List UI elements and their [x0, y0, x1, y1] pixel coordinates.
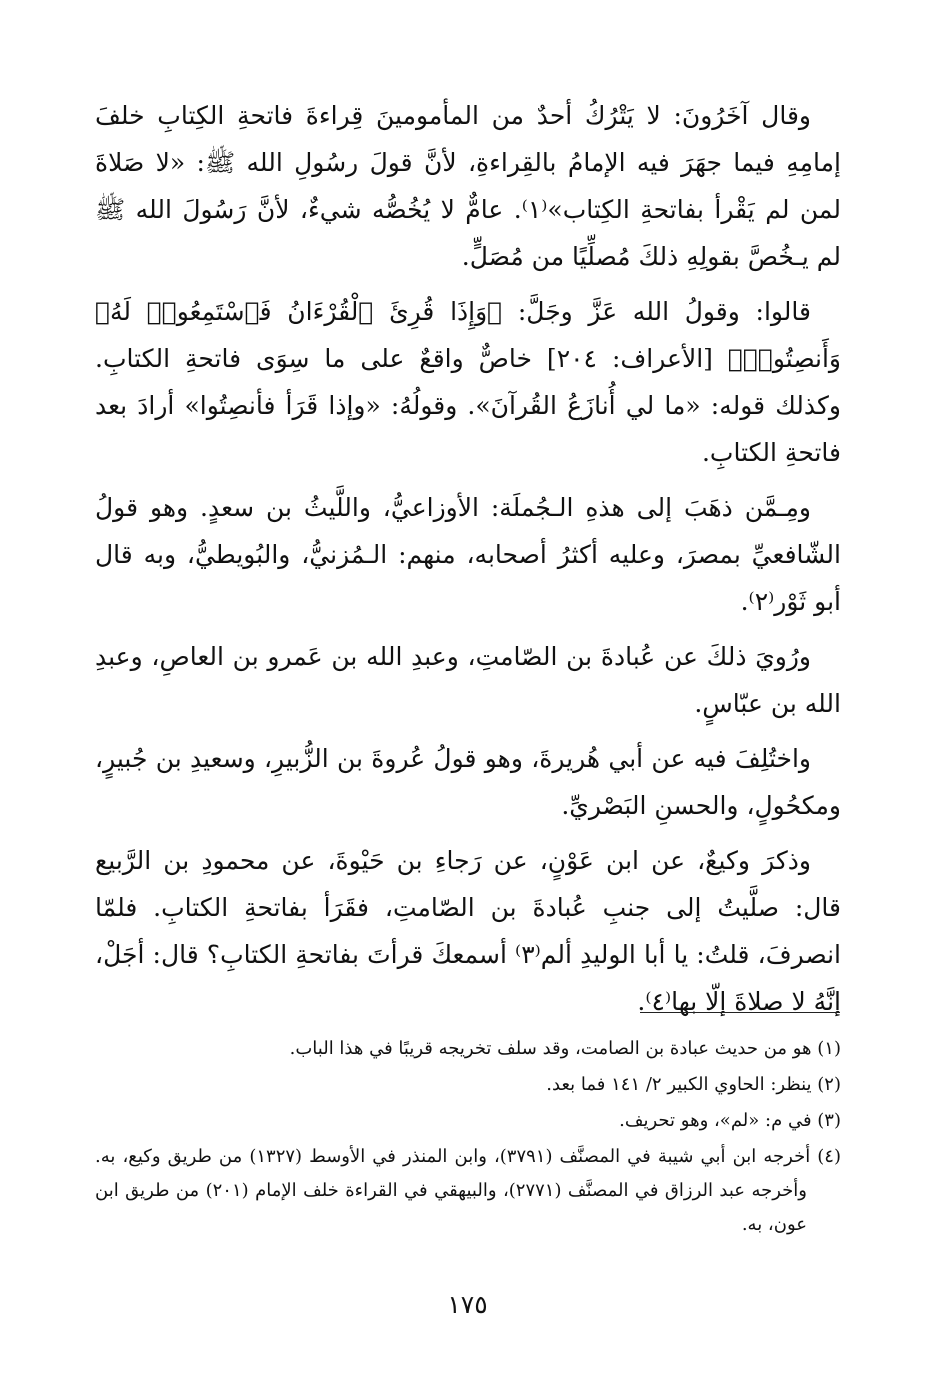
- footnote-4: (٤) أخرجه ابن أبي شيبة في المصنَّف (٣٧٩١)، وابن المنذر في الأوسط (١٣٢٧) من طريق وكيع، به. وأخرجه عبد الرزاق في المصنَّف (٢٧٧١)، والبيهقي في القراءة خلف الإمام (٢٠١) من طريق ابن عون، به.: [95, 1146, 841, 1235]
- main-text: [95, 92, 841, 1025]
- paragraph-2: قالوا: وقولُ الله عَزَّ وجَلَّ: ﴿وَإِذَا قُرِئَ ٱلْقُرْءَانُ فَٱسْتَمِعُوا۟ لَهُۥ وَأَنصِتُوا۟﴾ [الأعراف: ٢٠٤] خاصٌّ واقعٌ على ما سِوَى فاتحةِ الكتابِ. وكذلك قوله: «ما لي أُنازَعُ القُرآنَ». وقولُهُ: «وإذا قَرَأ فأنصِتُوا» أرادَ بعد فاتحةِ الكتابِ.: [95, 297, 842, 467]
- paragraph-3: ومِـمَّن ذهَبَ إلى هذهِ الـجُملَة: الأوزاعيُّ، واللَّيثُ بن سعدٍ. وهو قولُ الشّافعيِّ بمصرَ، وعليه أكثرُ أصحابه، منهم: الـمُزنيُّ، والبُويطيُّ، وبه قال أبو ثَوْر⁽٢⁾.: [95, 493, 841, 616]
- footnote-3: (٣) في م: «لم»، وهو تحريف.: [619, 1110, 841, 1131]
- footnote-1: (١) هو من حديث عبادة بن الصامت، وقد سلف تخريجه قريبًا في هذا الباب.: [289, 1038, 841, 1059]
- paragraph-6: وذكرَ وكيعٌ، عن ابن عَوْنٍ، عن رَجاءِ بن حَيْوةَ، عن محمودِ بن الرَّبيع قال: صلَّيتُ إلى جنبِ عُبادةَ بن الصّامتِ، فقَرَأ بفاتحةِ الكتابِ. فلمّا انصرفَ، قلتُ: يا أبا الوليدِ ألم⁽٣⁾ أسمعكَ قرأتَ بفاتحةِ الكتابِ؟ قال: أجَلْ، إنَّهُ لا صلاةَ إلّا بها⁽٤⁾.: [95, 846, 841, 1016]
- paragraph-4: ورُويَ ذلكَ عن عُبادةَ بن الصّامتِ، وعبدِ الله بن عَمرو بن العاصِ، وعبدِ الله بن عبّاسٍ.: [95, 642, 841, 718]
- paragraph-1: وقال آخَرُونَ: لا يَتْرُكُ أحدٌ من المأمومينَ قِراءةَ فاتحةِ الكِتابِ خلفَ إمامِهِ فيما جهَرَ فيه الإمامُ بالقِراءةِ، لأنَّ قولَ رسُولِ الله ﷺ: «لا صَلاةَ لمن لم يَقْرأ بفاتحةِ الكِتاب»⁽١⁾. عامٌّ لا يُخُصُّه شيءٌ، لأنَّ رَسُولَ الله ﷺ لم يـخُصَّ بقولِهِ ذلكَ مُصلِّيًا من مُصَلٍّ.: [95, 101, 841, 271]
- footnotes: [95, 1032, 841, 1244]
- paragraph-5: واختُلِفَ فيه عن أبي هُريرةَ، وهو قولُ عُروةَ بن الزُّبيرِ، وسعيدِ بن جُبيرٍ، ومكحُولٍ، والحسنِ البَصْريِّ.: [95, 744, 841, 820]
- footnote-divider: [640, 1012, 840, 1013]
- footnote-2: (٢) ينظر: الحاوي الكبير ٢/ ١٤١ فما بعد.: [546, 1074, 841, 1095]
- page-number: ١٧٥: [447, 1290, 488, 1319]
